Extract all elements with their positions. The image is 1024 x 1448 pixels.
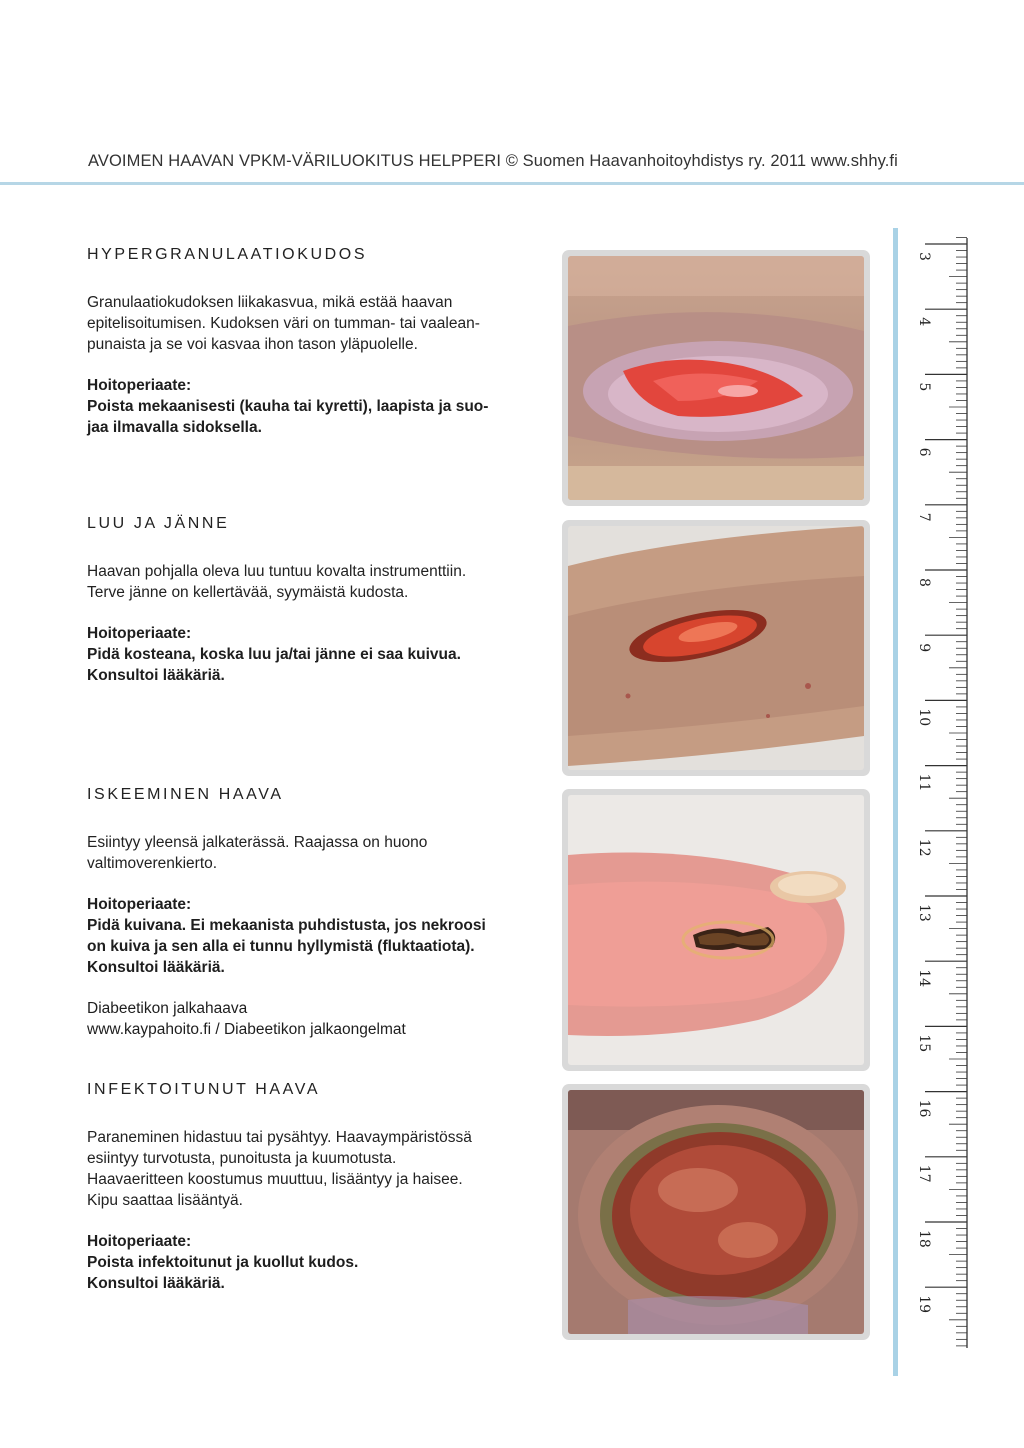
care-label: Hoitoperiaate: (87, 377, 192, 394)
ruler-label: 16 (916, 1099, 932, 1118)
ruler-label: 15 (916, 1034, 932, 1053)
ruler-label: 13 (916, 904, 932, 922)
ruler-label: 8 (916, 578, 932, 587)
section-description: Haavan pohjalla oleva luu tuntuu kovalta instrumenttiin. Terve jänne on kellertävää, syymäistä kudosta. (87, 563, 467, 601)
photo-infected-wound (562, 1084, 870, 1340)
section-infected-wound (87, 1081, 547, 1314)
ruler-label: 18 (916, 1230, 932, 1248)
photo-ischemic-wound (562, 789, 870, 1071)
care-text: Poista infektoitunut ja kuollut kudos. Konsultoi lääkäriä. (87, 1254, 359, 1292)
ruler-label: 7 (916, 512, 932, 522)
photo-bone-tendon (562, 520, 870, 776)
care-label: Hoitoperiaate: (87, 896, 192, 913)
page-header: AVOIMEN HAAVAN VPKM-VÄRILUOKITUS HELPPERI © Suomen Haavanhoitoyhdistys ry. 2011 www.shhy.fi (88, 152, 898, 170)
ruler-label: 3 (916, 252, 932, 261)
ruler-label: 6 (916, 447, 932, 457)
ruler-label: 11 (916, 773, 932, 792)
ruler-label: 4 (916, 317, 932, 327)
ruler-label: 17 (916, 1164, 932, 1183)
care-label: Hoitoperiaate: (87, 1233, 192, 1250)
section-description: Granulaatiokudoksen liikakasvua, mikä estää haavan epitelisoitumisen. Kudoksen väri on tumman- tai vaalean- punaista ja se voi kasvaa ihon tason yläpuolelle. (87, 294, 480, 353)
section-bone-tendon (87, 515, 547, 706)
care-text: Poista mekaanisesti (kauha tai kyretti), laapista ja suo- jaa ilmavalla sidoksella. (87, 398, 489, 436)
ruler-label: 12 (916, 838, 932, 857)
section-ischemic-wound (87, 786, 547, 1040)
care-label: Hoitoperiaate: (87, 625, 192, 642)
photo-hypergranulation (562, 250, 870, 506)
header-divider (0, 182, 1024, 185)
section-title: INFEKTOITUNUT HAAVA (87, 1081, 321, 1098)
ruler-label: 5 (916, 382, 932, 392)
ruler-label: 14 (916, 969, 932, 988)
care-text: Pidä kuivana. Ei mekaanista puhdistusta, jos nekroosi on kuiva ja sen alla ei tunnu hyllymistä (fluktaatiota). Konsultoi lääkäriä. (87, 917, 486, 976)
section-title: ISKEEMINEN HAAVA (87, 786, 284, 803)
ruler-label: 10 (916, 708, 932, 727)
section-title: LUU JA JÄNNE (87, 515, 230, 532)
ruler-label: 19 (916, 1295, 932, 1314)
section-description: Paraneminen hidastuu tai pysähtyy. Haavaympäristössä esiintyy turvotusta, punoitusta ja kuumotusta. Haavaeritteen koostumus muuttuu, lisääntyy ja haisee. Kipu saattaa lisääntyä. (87, 1129, 472, 1209)
ruler-scale (898, 230, 978, 1360)
ruler (898, 230, 978, 1360)
section-description: Esiintyy yleensä jalkaterässä. Raajassa on huono valtimoverenkierto. (87, 834, 428, 872)
ruler-label: 9 (916, 643, 932, 653)
section-note: Diabeetikon jalkahaava www.kaypahoito.fi / Diabeetikon jalkaongelmat (87, 1000, 406, 1038)
section-hypergranulation (87, 246, 547, 458)
care-text: Pidä kosteana, koska luu ja/tai jänne ei saa kuivua. Konsultoi lääkäriä. (87, 646, 461, 684)
section-title: HYPERGRANULAATIOKUDOS (87, 246, 368, 263)
